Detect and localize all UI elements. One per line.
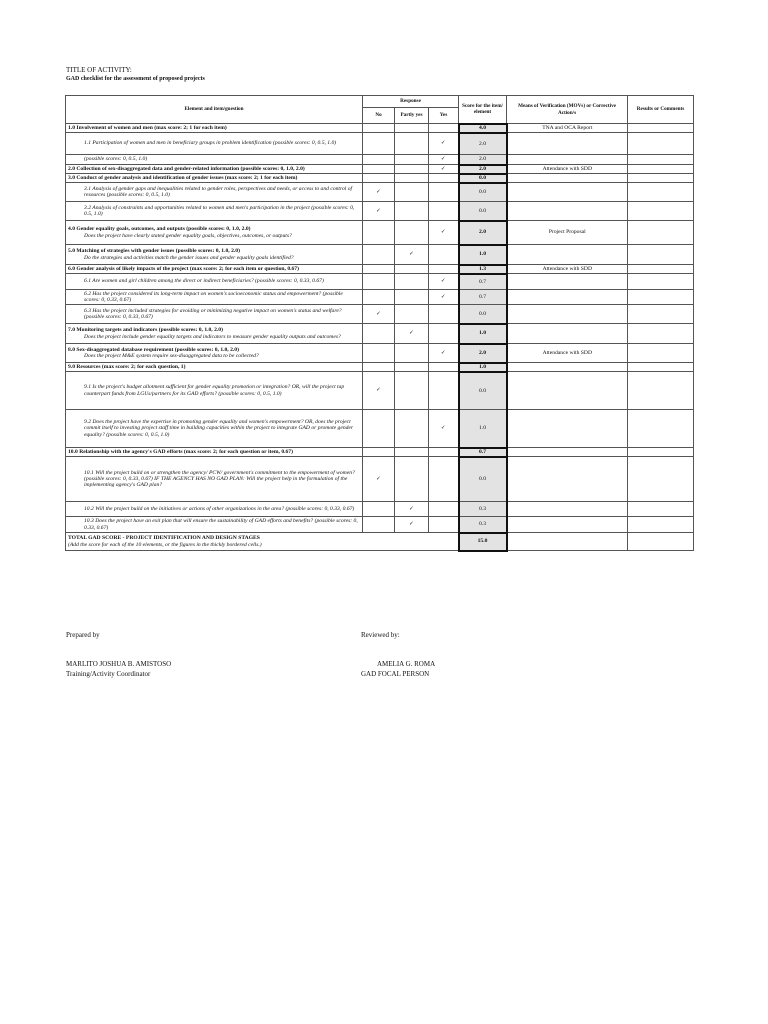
item-row — [66, 202, 694, 221]
score-cell: 0.0 — [459, 305, 507, 324]
response-no-cell — [363, 165, 395, 174]
score-cell: 4.0 — [459, 124, 507, 133]
item-question: 10.3 Does the project have an exit plan that will ensure the sustainability of GAD efforts and benefits? (possible scores: 0, 0.33, 0.67) — [84, 518, 358, 531]
total-label: TOTAL GAD SCORE - PROJECT IDENTIFICATION AND DESIGN STAGES — [68, 535, 260, 542]
element-title: 2.0 Collection of sex-disaggregated data and gender-related information (possible scores: 0, 1.0, 2.0) — [68, 165, 305, 172]
item-text-cell — [66, 517, 363, 533]
response-yes-cell — [429, 372, 459, 410]
response-yes-cell — [429, 324, 459, 344]
score-cell: 0.0 — [459, 457, 507, 502]
item-text-cell — [66, 245, 363, 265]
item-text-cell — [66, 363, 363, 372]
element-question: Does the project have clearly stated gender equality goals, objectives, outcomes, or outputs? — [84, 232, 292, 239]
element-title: 9.0 Resources (max score: 2; for each question, 1) — [68, 363, 186, 370]
response-no-cell — [363, 344, 395, 363]
response-yes-cell — [429, 174, 459, 183]
results-cell — [628, 265, 694, 274]
results-cell — [628, 363, 694, 372]
score-cell: 0.0 — [459, 183, 507, 202]
response-yes-cell — [429, 305, 459, 324]
item-text-cell — [66, 448, 363, 457]
response-no-cell: ✓ — [363, 202, 395, 221]
item-text-cell — [66, 502, 363, 517]
response-yes-cell: ✓ — [429, 274, 459, 290]
element-question: Do the strategies and activities match the gender issues and gender equality goals identified? — [84, 254, 294, 261]
score-cell: 1.0 — [459, 245, 507, 265]
response-partly-cell — [395, 155, 429, 165]
score-cell: 0.3 — [459, 517, 507, 533]
element-row — [66, 448, 694, 457]
element-title: 3.0 Conduct of gender analysis and identification of gender issues (max score: 2; 1 for each item) — [68, 174, 298, 181]
response-partly-cell — [395, 290, 429, 305]
response-partly-cell — [395, 363, 429, 372]
element-title: 8.0 Sex-disaggregated database requirement (possible scores: 0, 1.0, 2.0) — [68, 346, 239, 353]
reviewer-title: GAD FOCAL PERSON — [361, 670, 430, 678]
results-cell — [628, 448, 694, 457]
header-movs: Means of Verification (MOVs) or Corrective Action/s — [507, 96, 628, 124]
item-row — [66, 290, 694, 305]
element-question: Does the project include gender equality targets and indicators to measure gender equality outputs and outcomes? — [84, 333, 341, 340]
item-text-cell — [66, 265, 363, 274]
item-text-cell — [66, 344, 363, 363]
response-yes-cell: ✓ — [429, 290, 459, 305]
results-cell — [628, 517, 694, 533]
mov-cell — [507, 274, 628, 290]
prepared-by-label: Prepared by — [66, 631, 100, 639]
score-cell: 2.0 — [459, 165, 507, 174]
header-no: No — [363, 108, 395, 124]
score-cell: 0.0 — [459, 174, 507, 183]
element-title: 1.0 Involvement of women and men (max score: 2; 1 for each item) — [68, 124, 227, 131]
mov-cell: Attendance with SDD — [507, 265, 628, 274]
mov-cell — [507, 155, 628, 165]
response-partly-cell — [395, 265, 429, 274]
score-cell: 2.0 — [459, 221, 507, 245]
results-cell — [628, 245, 694, 265]
score-cell: 0.0 — [459, 202, 507, 221]
response-yes-cell — [429, 457, 459, 502]
results-cell — [628, 274, 694, 290]
element-row — [66, 265, 694, 274]
response-yes-cell: ✓ — [429, 165, 459, 174]
mov-cell: Project Proposal — [507, 221, 628, 245]
item-row — [66, 274, 694, 290]
response-yes-cell — [429, 363, 459, 372]
item-text-cell — [66, 183, 363, 202]
response-partly-cell: ✓ — [395, 245, 429, 265]
results-cell — [628, 324, 694, 344]
response-partly-cell — [395, 372, 429, 410]
item-text-cell — [66, 202, 363, 221]
item-text-cell — [66, 372, 363, 410]
score-cell: 0.7 — [459, 290, 507, 305]
item-text-cell — [66, 174, 363, 183]
results-cell — [628, 221, 694, 245]
gad-checklist-table — [65, 95, 694, 552]
mov-cell — [507, 174, 628, 183]
response-yes-cell — [429, 265, 459, 274]
header-yes: Yes — [429, 108, 459, 124]
item-text-cell — [66, 305, 363, 324]
response-no-cell — [363, 245, 395, 265]
results-cell — [628, 155, 694, 165]
response-no-cell — [363, 124, 395, 133]
reviewer-name: AMELIA G. ROMA — [377, 660, 436, 668]
preparer-title: Training/Activity Coordinator — [66, 670, 151, 678]
response-partly-cell — [395, 305, 429, 324]
mov-cell — [507, 245, 628, 265]
response-no-cell: ✓ — [363, 457, 395, 502]
response-partly-cell: ✓ — [395, 502, 429, 517]
item-row — [66, 502, 694, 517]
header-score: Score for the item/ element — [459, 96, 507, 124]
element-row — [66, 363, 694, 372]
response-yes-cell — [429, 202, 459, 221]
item-text-cell — [66, 165, 363, 174]
item-row — [66, 372, 694, 410]
item-question: 10.1 Will the project build on or strengthen the agency/ PCW/ government's commitment to the empowerment of women? (possible scores: 0, 0.33, 0.67) IF THE AGENCY HAS NO GAD PLAN: Will the project help in the formulation of the implementing agency's GAD plan? — [84, 469, 355, 489]
mov-cell: Attendance with SDD — [507, 344, 628, 363]
score-cell: 2.0 — [459, 344, 507, 363]
response-partly-cell — [395, 448, 429, 457]
item-row — [66, 133, 694, 155]
element-row — [66, 324, 694, 344]
response-yes-cell — [429, 448, 459, 457]
header-element: Element and item/guestion — [66, 96, 363, 124]
results-cell — [628, 174, 694, 183]
results-cell — [628, 410, 694, 448]
mov-cell — [507, 305, 628, 324]
element-title: 5.0 Matching of strategies with gender issues (possible scores: 0, 1.0, 2.0) — [68, 248, 240, 255]
response-no-cell — [363, 324, 395, 344]
element-title: 10.0 Relationship with the agency's GAD efforts (max score: 2; for each question or item, 0.67) — [68, 448, 293, 455]
header-response: Response — [363, 96, 459, 108]
response-partly-cell — [395, 344, 429, 363]
results-cell — [628, 372, 694, 410]
response-no-cell: ✓ — [363, 372, 395, 410]
item-question: 6.3 Has the project included strategies for avoiding or minimizing negative impact on women's status and welfare? (possible scores: 0, 0.33, 0.67) — [84, 307, 342, 320]
score-cell: 0.7 — [459, 448, 507, 457]
response-no-cell — [363, 174, 395, 183]
title-of-activity: TITLE OF ACTIVITY: — [66, 66, 132, 74]
item-row — [66, 305, 694, 324]
response-no-cell — [363, 274, 395, 290]
item-question: 1.1 Participation of women and men in beneficiary groups in problem identification (possible scores: 0, 0.5, 1.0) — [84, 140, 337, 147]
item-question: (possible scores: 0, 0.5, 1.0) — [84, 156, 148, 163]
results-cell — [628, 202, 694, 221]
item-text-cell — [66, 221, 363, 245]
element-title: 4.0 Gender equality goals, outcomes, and outputs (possible scores: 0, 1.0, 2.0) — [68, 226, 251, 233]
mov-cell — [507, 457, 628, 502]
score-cell: 1.0 — [459, 324, 507, 344]
item-question: 6.1 Are women and girl children among the direct or indirect beneficiaries? (possible scores: 0, 0.33, 0.67) — [84, 278, 324, 285]
response-no-cell — [363, 290, 395, 305]
score-cell: 1.0 — [459, 363, 507, 372]
item-text-cell — [66, 124, 363, 133]
mov-cell: TNA and OCA Report — [507, 124, 628, 133]
results-cell — [628, 344, 694, 363]
response-partly-cell — [395, 174, 429, 183]
response-yes-cell: ✓ — [429, 410, 459, 448]
mov-cell — [507, 133, 628, 155]
response-no-cell — [363, 410, 395, 448]
item-question: 9.1 Is the project's budget allotment sufficient for gender equality promotion or integration? OR, will the project tap counterpart funds from LGUs/partners for its GAD efforts? (possible scores: 0, 0.5, 1.0) — [84, 384, 345, 397]
item-question: 10.2 Will the project build on the initiatives or actions of other organizations in the area? (possible scores: 0, 0.33, 0.67) — [84, 505, 355, 512]
item-text-cell — [66, 133, 363, 155]
element-row — [66, 124, 694, 133]
response-partly-cell: ✓ — [395, 324, 429, 344]
response-yes-cell: ✓ — [429, 221, 459, 245]
item-text-cell — [66, 290, 363, 305]
response-no-cell — [363, 155, 395, 165]
response-partly-cell — [395, 165, 429, 174]
item-row — [66, 410, 694, 448]
total-row — [66, 533, 694, 551]
item-text-cell — [66, 457, 363, 502]
mov-cell — [507, 183, 628, 202]
checklist-body — [66, 124, 694, 551]
response-no-cell — [363, 133, 395, 155]
item-row — [66, 517, 694, 533]
item-row — [66, 183, 694, 202]
score-cell: 0.3 — [459, 502, 507, 517]
item-question: 3.1 Analysis of gender gaps and inequalities related to gender roles, perspectives and needs, or access to and control of resources (possible scores: 0, 0.5, 1.0) — [84, 185, 353, 198]
score-cell: 2.0 — [459, 133, 507, 155]
item-question: 6.2 Has the project considered its long-term impact on women's socioeconomic status and empowerment? (possible scores: 0, 0.33, 0.67) — [84, 290, 343, 303]
item-question: 3.2 Analysis of constraints and opportunities related to women and men's participation in the project (possible scores: 0, 0.5, 1.0) — [84, 204, 355, 217]
mov-cell — [507, 502, 628, 517]
item-text-cell — [66, 274, 363, 290]
response-yes-cell — [429, 124, 459, 133]
element-question: Does the project M&E system require sex-disaggregated data to be collected? — [84, 353, 259, 359]
response-no-cell — [363, 448, 395, 457]
response-partly-cell — [395, 274, 429, 290]
score-cell: 1.3 — [459, 265, 507, 274]
element-row — [66, 245, 694, 265]
response-no-cell: ✓ — [363, 305, 395, 324]
response-yes-cell — [429, 502, 459, 517]
mov-cell — [507, 448, 628, 457]
item-text-cell — [66, 410, 363, 448]
total-mov-cell — [507, 533, 628, 551]
item-row — [66, 457, 694, 502]
response-no-cell — [363, 221, 395, 245]
response-no-cell — [363, 517, 395, 533]
mov-cell: Attendance with SDD — [507, 165, 628, 174]
results-cell — [628, 457, 694, 502]
results-cell — [628, 183, 694, 202]
reviewed-by-label: Reviewed by: — [361, 631, 400, 639]
response-no-cell: ✓ — [363, 183, 395, 202]
mov-cell — [507, 324, 628, 344]
element-title: 6.0 Gender analysis of likely impacts of the project (max score: 2; for each item or question, 0.67) — [68, 265, 299, 272]
response-yes-cell — [429, 183, 459, 202]
score-cell: 0.7 — [459, 274, 507, 290]
score-cell: 1.0 — [459, 410, 507, 448]
results-cell — [628, 165, 694, 174]
results-cell — [628, 305, 694, 324]
document-subtitle: GAD checklist for the assessment of proposed projects — [66, 76, 205, 82]
response-no-cell — [363, 265, 395, 274]
response-yes-cell: ✓ — [429, 155, 459, 165]
item-text-cell — [66, 155, 363, 165]
element-row — [66, 165, 694, 174]
response-partly-cell — [395, 202, 429, 221]
mov-cell — [507, 290, 628, 305]
response-partly-cell — [395, 124, 429, 133]
response-partly-cell — [395, 457, 429, 502]
element-title: 7.0 Monitoring targets and indicators (possible scores: 0, 1.0, 2.0) — [68, 327, 223, 334]
score-cell: 0.0 — [459, 372, 507, 410]
results-cell — [628, 124, 694, 133]
results-cell — [628, 133, 694, 155]
results-cell — [628, 502, 694, 517]
response-yes-cell — [429, 517, 459, 533]
mov-cell — [507, 363, 628, 372]
response-no-cell — [363, 502, 395, 517]
response-partly-cell — [395, 133, 429, 155]
element-row — [66, 344, 694, 363]
score-cell: 2.0 — [459, 155, 507, 165]
mov-cell — [507, 372, 628, 410]
mov-cell — [507, 202, 628, 221]
item-row — [66, 155, 694, 165]
item-question: 9.2 Does the project have the expertise in promoting gender equality and women's empowerment? OR, does the project commit itself to investing project staff time in building capacities within the project to integrate GAD or promote gender equality? (possible scores: 0, 0.5, 1.0) — [84, 419, 354, 438]
element-row — [66, 174, 694, 183]
element-row — [66, 221, 694, 245]
response-yes-cell: ✓ — [429, 133, 459, 155]
mov-cell — [507, 517, 628, 533]
results-cell — [628, 290, 694, 305]
total-score: 15.0 — [459, 533, 507, 551]
header-results: Results or Comments — [628, 96, 694, 124]
response-partly-cell — [395, 183, 429, 202]
response-partly-cell: ✓ — [395, 517, 429, 533]
total-note: (Add the score for each of the 10 elements, or the figures in the thickly bordered cells.) — [68, 541, 262, 548]
header-partly: Partly yes — [395, 108, 429, 124]
preparer-name: MARLITO JOSHUA B. AMISTOSO — [66, 660, 172, 668]
total-results-cell — [628, 533, 694, 551]
response-no-cell — [363, 363, 395, 372]
mov-cell — [507, 410, 628, 448]
item-text-cell — [66, 324, 363, 344]
response-partly-cell — [395, 410, 429, 448]
response-partly-cell — [395, 221, 429, 245]
response-yes-cell — [429, 245, 459, 265]
response-yes-cell: ✓ — [429, 344, 459, 363]
total-label-cell — [66, 533, 459, 551]
